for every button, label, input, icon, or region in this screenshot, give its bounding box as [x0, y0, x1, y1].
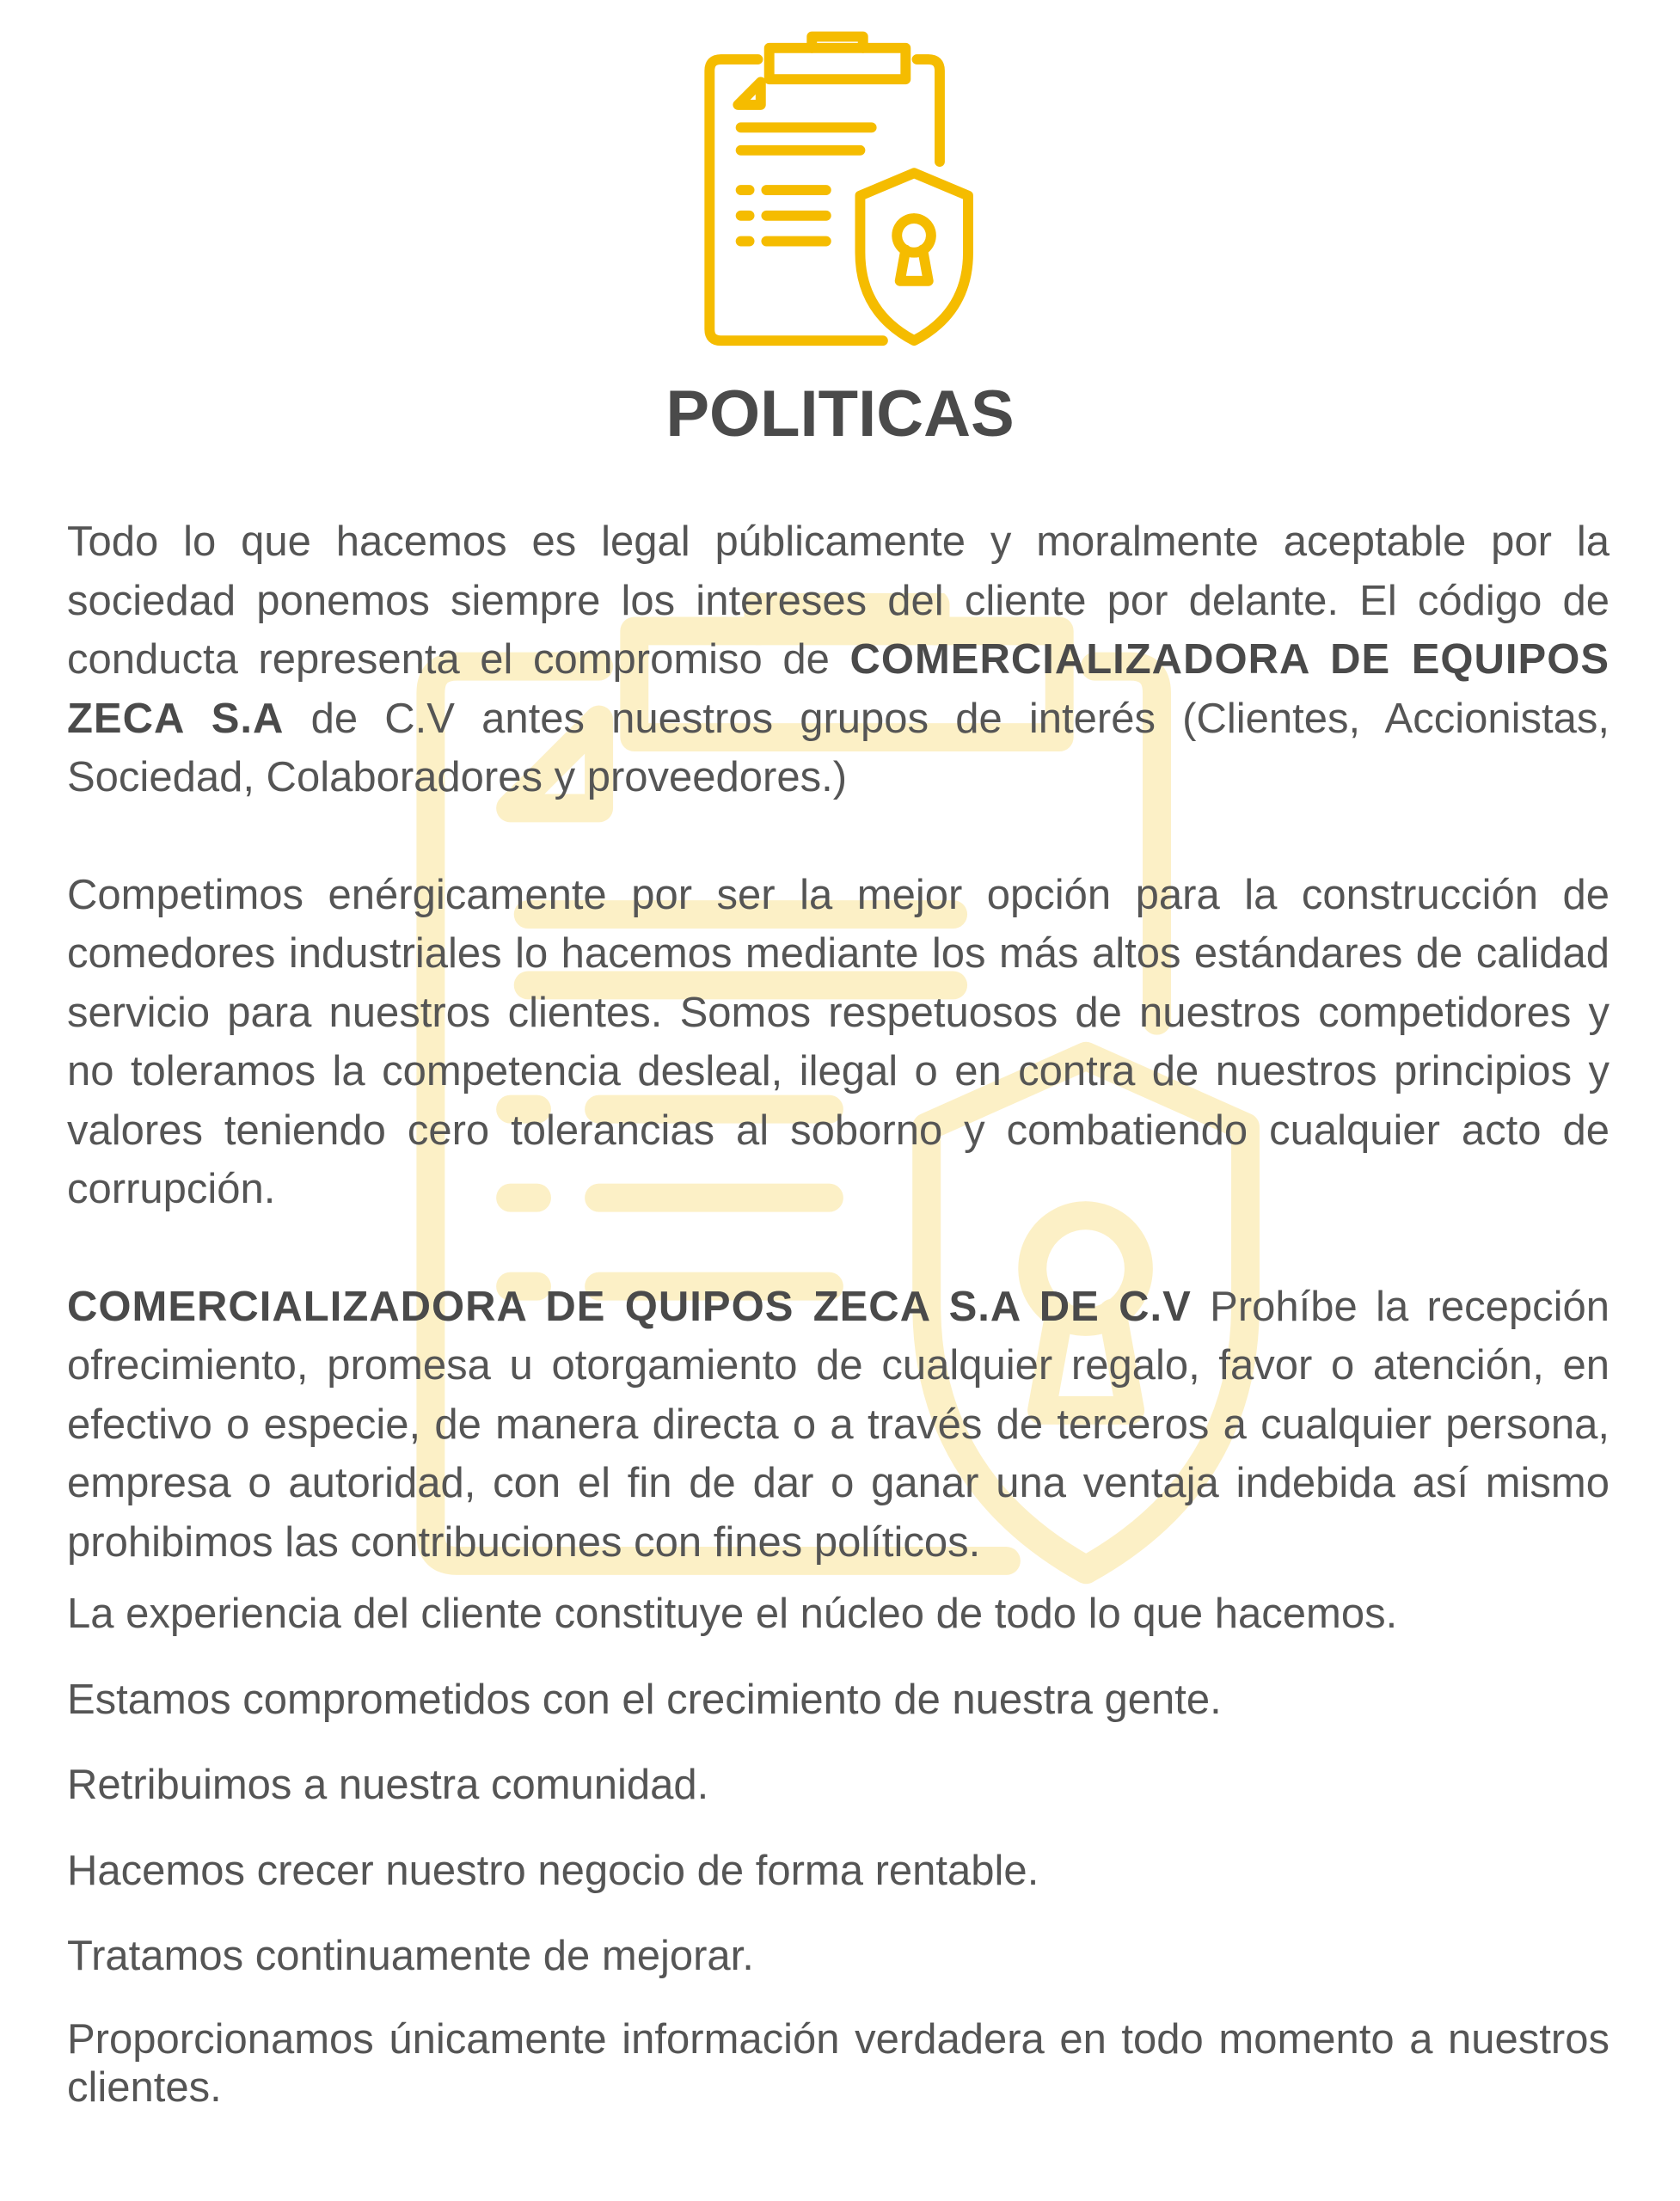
policy-paragraph-3 [67, 1278, 1609, 1573]
paragraph-text: Competimos enérgicamente por ser la mejor opción para la construcción de comedores industriales lo hacemos mediante los más altos estándares de calidad servicio para nuestros clientes. Somos respetuosos de nuestros competidores y no toleramos la competencia desleal, ilegal o en contra de nuestros principios y valores teniendo cero tolerancias al soborno y combatiendo cualquier acto de corrupción. [67, 871, 1609, 1212]
policy-statement: La experiencia del cliente constituye el núcleo de todo lo que hacemos. [67, 1591, 1398, 1637]
company-name: COMERCIALIZADORA DE QUIPOS ZECA S.A DE C.V [67, 1283, 1192, 1330]
clipboard-shield-icon [695, 31, 980, 358]
policy-paragraph-2 [67, 866, 1609, 1219]
policy-statement: Estamos comprometidos con el crecimiento de nuestra gente. [67, 1676, 1222, 1723]
company-name: COMERCIALIZADORA DE EQUIPOS ZECA S.A [67, 636, 1609, 742]
page-title: POLITICAS [665, 377, 1015, 451]
paragraph-text: Prohíbe la recepción ofrecimiento, promesa u otorgamiento de cualquier regalo, favor o atención, en efectivo o especie, de manera directa o a través de terceros a cualquier persona, empresa o autoridad, con el fin de dar o ganar una ventaja indebida así mismo prohibimos las contribuciones con fines políticos. [67, 1283, 1609, 1566]
paragraph-text: Todo lo que hacemos es legal públicamente y moralmente aceptable por la sociedad ponemos siempre los intereses del cliente por delante. El código de conducta representa el compromiso de [67, 518, 1609, 683]
policy-statement: Proporcionamos únicamente información verdadera en todo momento a nuestros clientes. [67, 2015, 1609, 2111]
policy-content [67, 512, 1609, 2112]
policy-statement: Tratamos continuamente de mejorar. [67, 1933, 754, 1979]
policy-statement: Retribuimos a nuestra comunidad. [67, 1762, 709, 1808]
paragraph-text: de C.V antes nuestros grupos de interés (Clientes, Accionistas, Sociedad, Colaboradores y proveedores.) [67, 695, 1609, 800]
policy-paragraph-1 [67, 512, 1609, 807]
policy-statement: Hacemos crecer nuestro negocio de forma rentable. [67, 1847, 1039, 1894]
policy-statements [67, 1572, 1609, 2112]
